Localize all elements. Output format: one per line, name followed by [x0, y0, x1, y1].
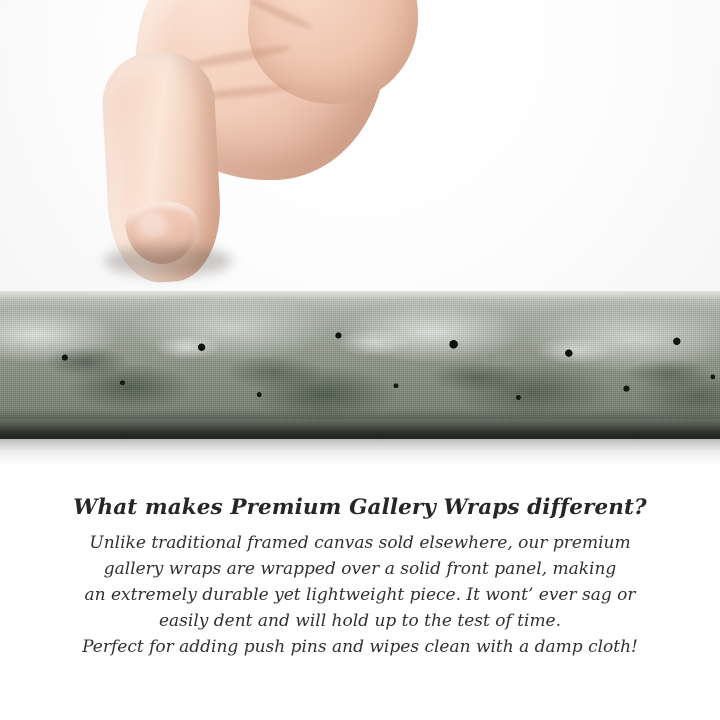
fingernail-highlight — [138, 212, 168, 238]
caption-body — [0, 530, 720, 660]
canvas-wrap-edge — [0, 291, 720, 439]
caption-line: an extremely durable yet lightweight piece. It wont’ ever sag or — [84, 585, 636, 605]
caption-line: Unlike traditional framed canvas sold elsewhere, our premium — [89, 533, 631, 553]
hand-pressing-canvas — [96, 0, 396, 320]
canvas-drop-shadow — [0, 439, 720, 465]
caption-line: easily dent and will hold up to the test of time. — [158, 611, 562, 631]
canvas-bevel — [0, 409, 720, 419]
canvas-top-highlight — [0, 291, 720, 298]
caption-headline: What makes Premium Gallery Wraps different? — [73, 495, 647, 520]
canvas-bottom-edge — [0, 419, 720, 439]
finger-contact-shadow — [104, 246, 232, 276]
caption-line: Perfect for adding push pins and wipes clean with a damp cloth! — [82, 637, 638, 657]
caption-line: gallery wraps are wrapped over a solid front panel, making — [103, 559, 617, 579]
caption-block — [0, 495, 720, 660]
